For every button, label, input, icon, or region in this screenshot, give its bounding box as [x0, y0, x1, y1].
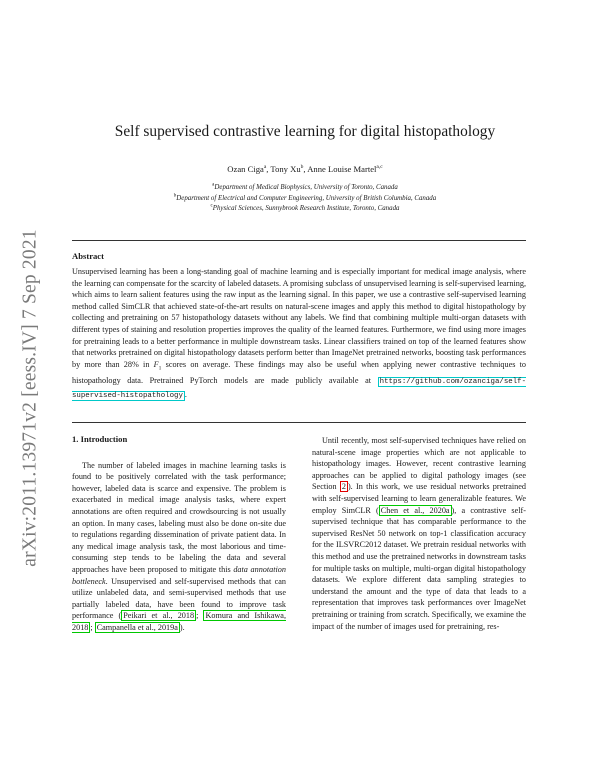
citation-link[interactable]: Campanella et al., 2019a — [96, 622, 178, 632]
affiliation: $^c$Physical Sciences, Sunnybrook Research Institute, Toronto, Canada — [210, 203, 400, 213]
author-name: Ozan Ciga — [227, 164, 264, 174]
abstract-heading: Abstract — [72, 251, 104, 261]
intro-paragraph-2: Until recently, most self-supervised techniques have relied on natural-scene image properties which are not applicable to histopathology images. However, recent contrastive learning approaches can be applied to digital pathology images (see Section 2 ). In this work, we use residual networks pretrained with self-supervised learning to learn generalizable features. We employ SimCLR ( Chen et al., 2020a ), a contrastive self-supervised technique that has comparable performance to the supervised ResNet 50 network on top-1 classification accuracy for the ILSVRC2012 dataset. We pretrain residual networks with this method and use the pretrained networks in downstream tasks for multiple tasks on multiple, multi-organ digital histopathology datasets. We explore different data sampling strategies to understand the amount and the type of data that leads to a representation that improves task performances over ImageNet pretraining or training from scratch. Specifically, we examine the impact of the number of images used for pretraining, res- — [312, 436, 526, 631]
citation-link[interactable]: Chen et al., 2020a — [380, 505, 450, 515]
abstract-text: Unsupervised learning has been a long-standing goal of machine learning and is especially important for medical image analysis, where the learning can compensate for the scarcity of labeled datasets. A promising subclass of unsupervised learning is self-supervised learning, which aims to learn salient features using the raw input as the learning signal. In this paper, we use a contrastive self-supervised learning method called SimCLR that achieved state-of-the-art results on natural-scene images and apply this method to digital histopathology by collecting and pretraining on 57 histopathology datasets without any labels. We find that combining multiple multi-organ datasets with different types of staining and resolution properties improves the quality of the learned features. Furthermore, we find using more images for pretraining leads to a better performance in multiple downstream tasks. Linear classifiers trained on top of the learned features show that networks pretrained on digital histopathology datasets perform better than ImageNet pretrained networks, boosting task performances by more than 28% in $F_1$ scores on average. These findings may also be useful when applying newer contrastive techniques to histopathology data. Pretrained PyTorch models are made publicly available at https://github.com/ozanciga/self-supervised-histopathology . — [72, 267, 526, 400]
author-name: Anne Louise Martel — [307, 164, 377, 174]
author-affiliation-mark: b — [300, 164, 304, 171]
abstract-top-rule — [72, 240, 526, 241]
github-link[interactable]: https://github.com/ozanciga/self-supervised-histopathology — [72, 377, 526, 400]
left-column — [72, 434, 286, 634]
intro-paragraph-1: The number of labeled images in machine learning tasks is found to be positively correlated with the task performance; however, labeled data is scarce and expensive. The problem is exacerbated in medical image analysis tasks, where expert annotations are often required and crowdsourcing is not usually an option. In many cases, labeling must also be done on-site due to regulations regarding dissemination of private patient data. In any medical image analysis task, the most laborious and time-consuming step tends to be labeling the data and several approaches have been proposed to mitigate this data annotation bottleneck. Unsupervised and self-supervised methods that can utilize unlabeled data, and semi-supervised methods that use partially labeled data, have been found to improve task performance ( Peikari et al., 2018 ; Komura and Ishikawa, 2018 ; Campanella et al., 2019a ). — [72, 460, 286, 632]
author-affiliation-mark: a — [263, 164, 267, 171]
section-ref-link[interactable]: 2 — [341, 482, 346, 492]
citation-link[interactable]: Komura and Ishikawa, 2018 — [72, 611, 286, 632]
affiliation-list — [70, 183, 540, 215]
affiliation: $^a$Department of Medical Biophysics, University of Toronto, Canada — [212, 182, 398, 191]
arxiv-identifier-text: arXiv:2011.13971v2 [eess.IV] 7 Sep 2021 — [20, 228, 42, 567]
arxiv-identifier — [6, 215, 56, 580]
abstract-bottom-rule — [72, 422, 526, 423]
affiliation: $^b$Department of Electrical and Computer Engineering, University of British Columbia, Canada — [173, 193, 437, 202]
author-list: Ozan Ciga$^a$, Tony Xu$^b$, Anne Louise Martel$^{a,c}$ — [227, 164, 383, 174]
section-heading-introduction: 1. Introduction — [72, 434, 128, 444]
author-name: Tony Xu — [270, 164, 301, 174]
paper-title: Self supervised contrastive learning for digital histopathology — [114, 123, 496, 140]
right-column — [312, 435, 526, 632]
author-affiliation-mark: a,c — [376, 164, 383, 171]
citation-link[interactable]: Peikari et al., 2018 — [123, 611, 195, 621]
